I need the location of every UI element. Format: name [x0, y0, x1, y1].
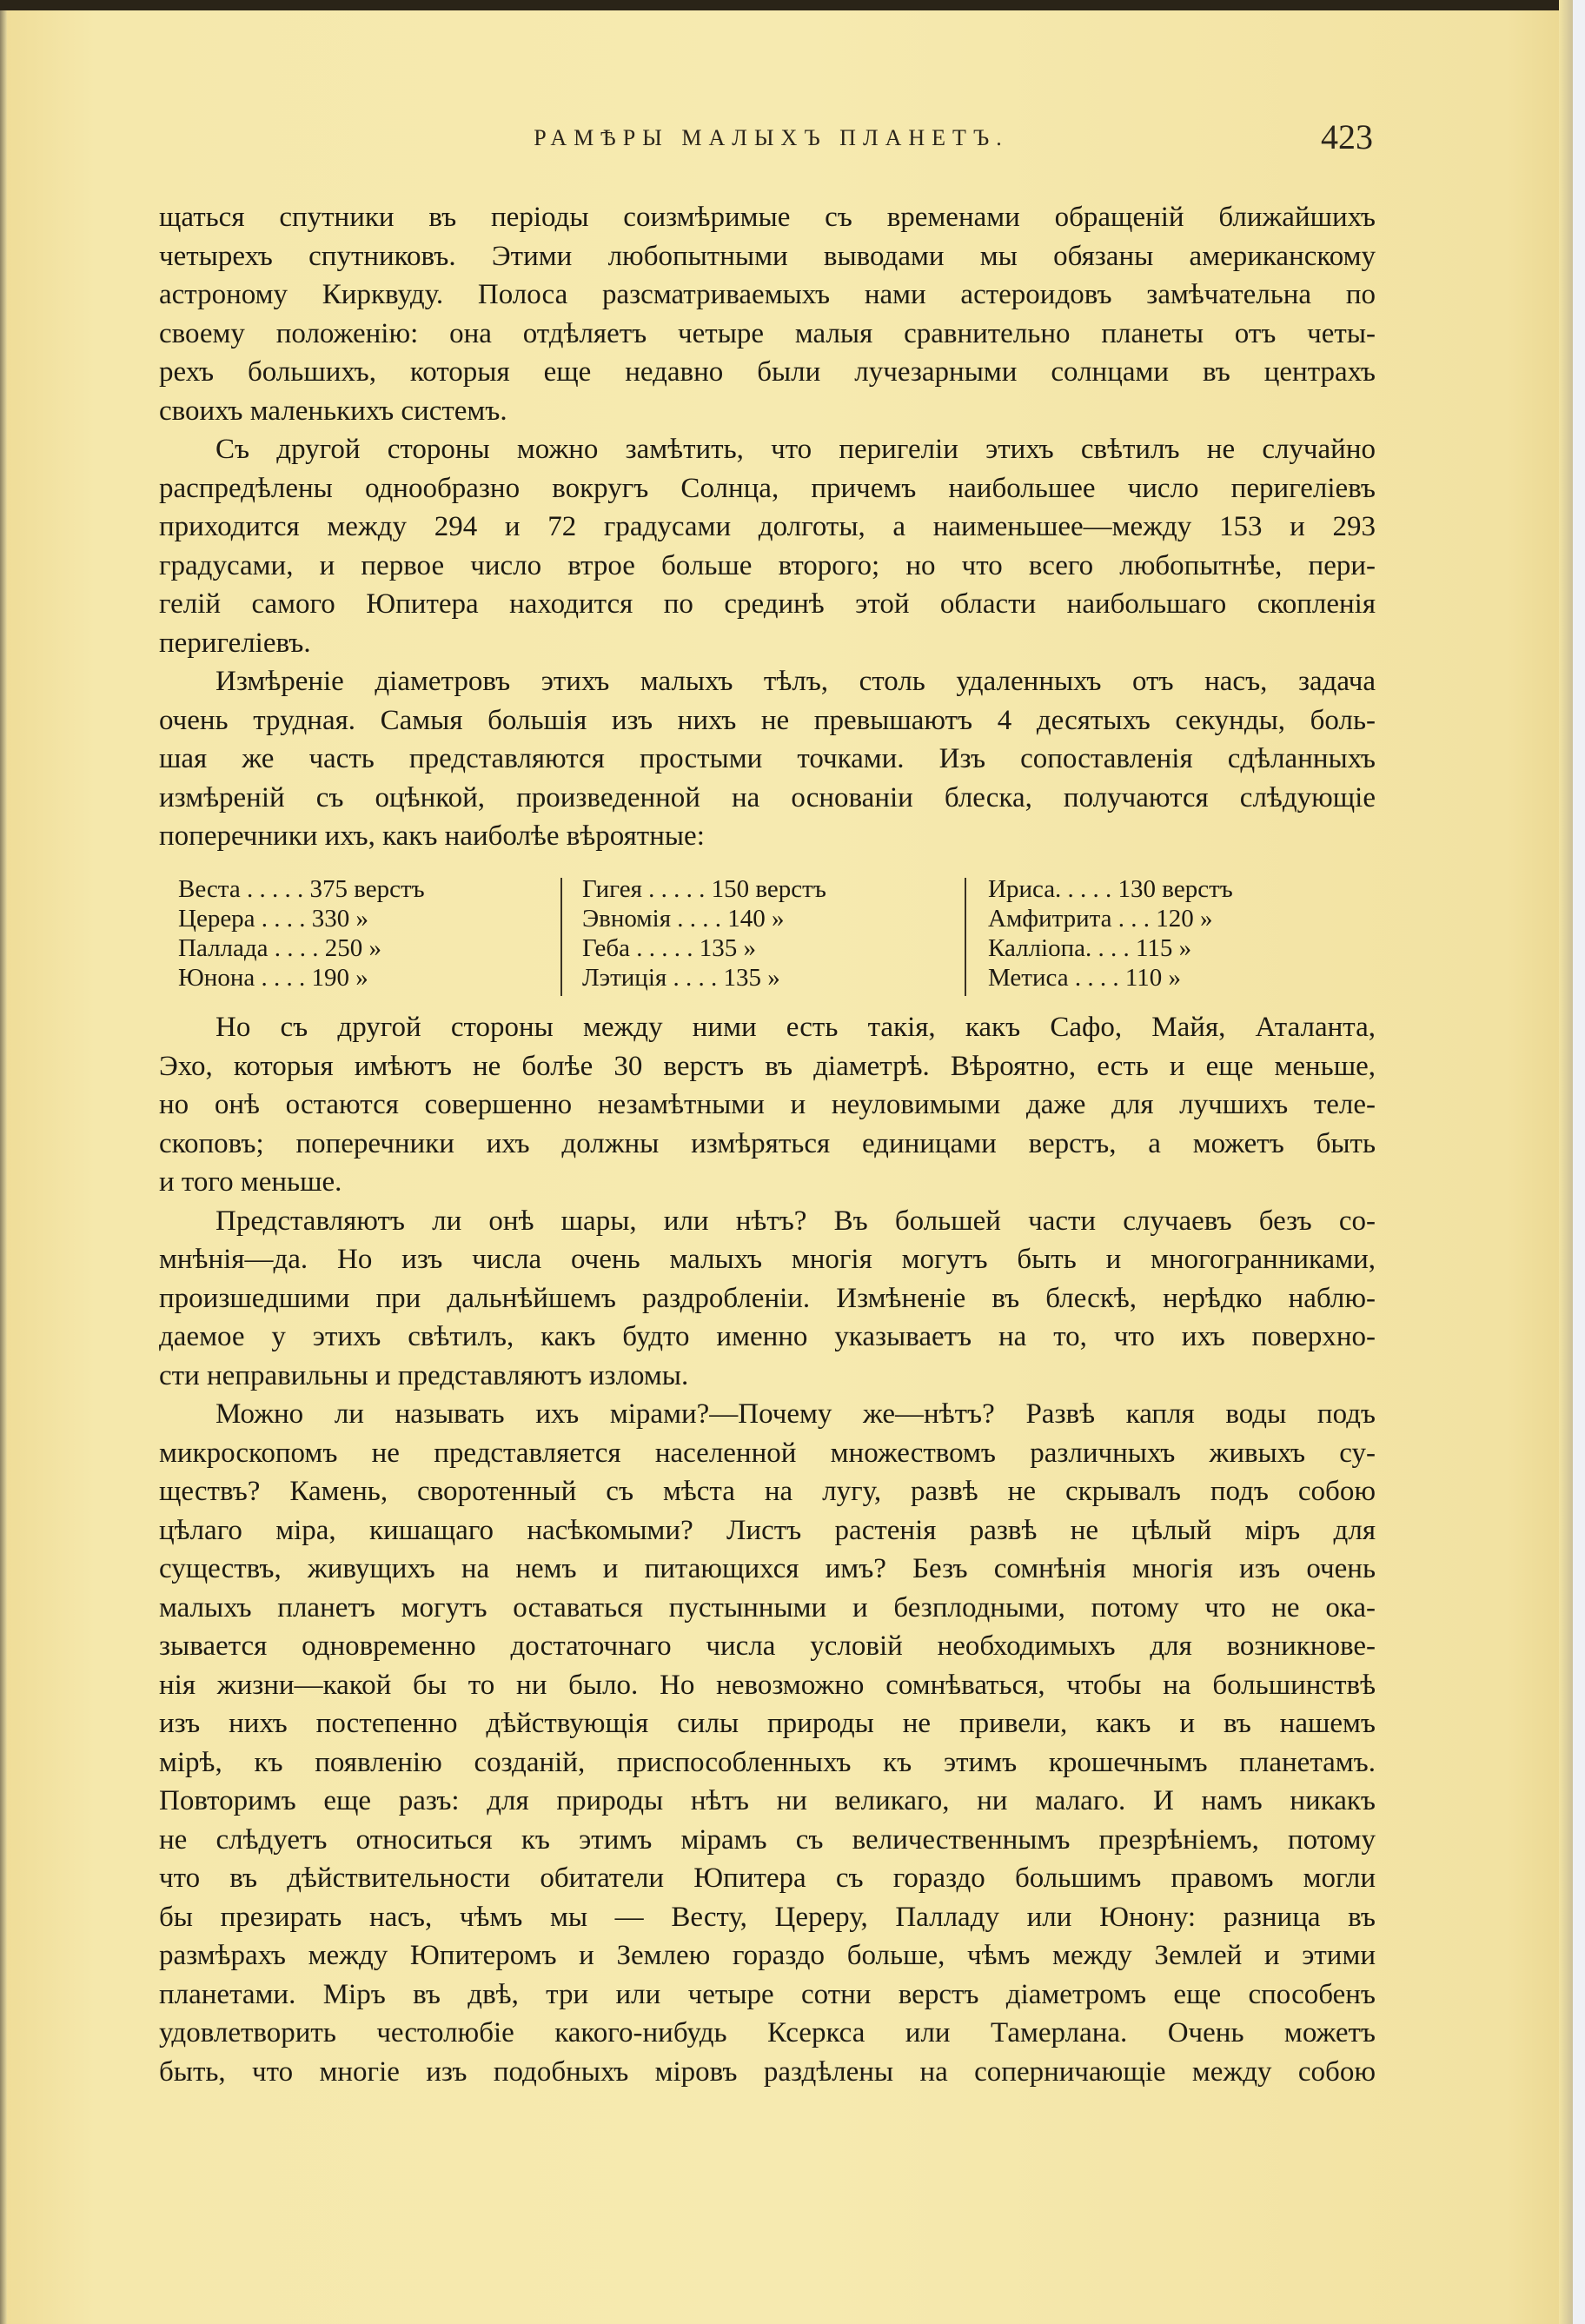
- text-line: произшедшими при дальнѣйшемъ раздробленіи. Измѣненіе въ блескѣ, нерѣдко наблю-: [159, 1282, 1376, 1314]
- table-row: Геба . . . . . 135 »: [582, 934, 757, 962]
- right-scan-strip: [1573, 0, 1585, 2324]
- text-line: быть, что многіе изъ подобныхъ міровъ раздѣлены на соперничающіе между собою: [159, 2055, 1376, 2088]
- text-block-upper: [159, 198, 1376, 856]
- text-line: четырехъ спутниковъ. Этими любопытными выводами мы обязаны американскому: [159, 240, 1376, 272]
- text-line: астроному Кирквуду. Полоса разсматриваемыхъ нами астероидовъ замѣчательна по: [159, 279, 1376, 310]
- text-line: зывается одновременно достаточнаго числа условій необходимыхъ для возникнове-: [159, 1630, 1376, 1662]
- page-header: [165, 117, 1377, 163]
- table-row: Эвномія . . . . 140 »: [582, 905, 785, 933]
- text-line: измѣреній съ оцѣнкой, произведенной на основаніи блеска, получаются слѣдующіе: [159, 781, 1376, 813]
- page-number: 423: [1321, 117, 1373, 156]
- text-line: но онѣ остаются совершенно незамѣтными и неуловимыми даже для лучшихъ теле-: [159, 1089, 1376, 1120]
- text-line: что въ дѣйствительности обитатели Юпитера съ гораздо большимъ правомъ могли: [159, 1863, 1376, 1894]
- text-line: размѣрахъ между Юпитеромъ и Землею гораздо больше, чѣмъ между Землей и этими: [159, 1940, 1376, 1971]
- text-line: шая же часть представляются простыми точками. Изъ сопоставленія сдѣланныхъ: [159, 743, 1376, 774]
- table-row: Веста . . . . . 375 верстъ: [178, 875, 425, 903]
- text-line: мнѣнія—да. Но изъ числа очень малыхъ многія могутъ быть и многогранниками,: [159, 1244, 1376, 1275]
- text-line: распредѣлены однообразно вокругъ Солнца, причемъ наибольшее число перигеліевъ: [159, 472, 1376, 504]
- text-line: существъ, живущихъ на немъ и питающихся имъ? Безъ сомнѣнія многія изъ очень: [159, 1553, 1376, 1584]
- text-line: щаться спутники въ періоды соизмѣримые съ временами обращеній ближайшихъ: [159, 202, 1376, 233]
- table-row: Гигея . . . . . 150 верстъ: [582, 875, 826, 903]
- text-line: Можно ли называть ихъ мірами?—Почему же—нѣтъ? Развѣ капля воды подъ: [216, 1398, 1376, 1430]
- text-line: рехъ большихъ, которыя еще недавно были лучезарными солнцами въ центрахъ: [159, 356, 1376, 388]
- table-row: Калліопа. . . . 115 »: [988, 934, 1192, 962]
- text-line: не слѣдуетъ относиться къ этимъ мірамъ съ величественнымъ презрѣніемъ, потому: [159, 1823, 1376, 1856]
- text-line: Но съ другой стороны между ними есть такія, какъ Сафо, Майя, Аталанта,: [216, 1012, 1376, 1043]
- table-row: Юнона . . . . 190 »: [178, 964, 368, 992]
- text-line: Эхо, которыя имѣютъ не болѣе 30 верстъ въ діаметрѣ. Вѣроятно, есть и еще меньше,: [159, 1050, 1376, 1082]
- table-row: Церера . . . . 330 »: [178, 905, 369, 933]
- diameter-table: [178, 874, 1377, 1001]
- text-line: приходится между 294 и 72 градусами долготы, а наименьшее—между 153 и 293: [159, 511, 1376, 542]
- text-line: микроскопомъ не представляется населенной множествомъ различныхъ живыхъ су-: [159, 1437, 1376, 1469]
- text-line: малыхъ планетъ могутъ оставаться пустынными и безплодными, потому что не ока-: [159, 1591, 1376, 1623]
- top-scan-edge: [0, 0, 1585, 10]
- text-line: даемое у этихъ свѣтилъ, какъ будто именно указываетъ на то, что ихъ поверхно-: [159, 1321, 1376, 1352]
- text-line: изъ нихъ постепенно дѣйствующія силы природы не привели, какъ и въ нашемъ: [159, 1708, 1376, 1739]
- running-title: РАМѢРЫ МАЛЫХЪ ПЛАНЕТЪ.: [534, 125, 1009, 150]
- text-block-lower: [159, 1008, 1376, 2091]
- text-line: своему положенію: она отдѣляетъ четыре малыя сравнительно планеты отъ четы-: [159, 317, 1376, 349]
- column-divider: [965, 878, 966, 996]
- text-line: цѣлаго міра, кишащаго насѣкомыми? Листъ растенія развѣ не цѣлый міръ для: [159, 1514, 1376, 1546]
- text-line: ществъ? Камень, своротенный съ мѣста на лугу, развѣ не скрывалъ подъ собою: [159, 1476, 1376, 1507]
- table-column-3: [988, 874, 1377, 993]
- text-line: гелій самого Юпитера находится по срединѣ этой области наибольшаго скопленія: [159, 588, 1376, 620]
- text-line: своихъ маленькихъ системъ.: [159, 395, 507, 427]
- text-line: планетами. Міръ въ двѣ, три или четыре сотни верстъ діаметромъ еще способенъ: [159, 1978, 1376, 2010]
- text-line: Повторимъ еще разъ: для природы нѣтъ ни великаго, ни малаго. И намъ никакъ: [159, 1785, 1376, 1816]
- table-row: Паллада . . . . 250 »: [178, 934, 382, 962]
- text-line: сти неправильны и представляютъ изломы.: [159, 1359, 689, 1391]
- table-row: Лэтиція . . . . 135 »: [582, 964, 780, 992]
- text-line: поперечники ихъ, какъ наиболѣе вѣроятные:: [159, 820, 705, 852]
- text-line: мірѣ, къ появленію созданій, приспособленныхъ къ этимъ крошечнымъ планетамъ.: [159, 1746, 1376, 1778]
- table-row: Метиса . . . . 110 »: [988, 964, 1181, 992]
- text-line: бы презирать насъ, чѣмъ мы — Весту, Цереру, Палладу или Юнону: разница въ: [159, 1901, 1376, 1933]
- text-line: нія жизни—какой бы то ни было. Но невозможно сомнѣваться, чтобы на большинствѣ: [159, 1669, 1376, 1701]
- text-line: Измѣреніе діаметровъ этихъ малыхъ тѣлъ, столь удаленныхъ отъ насъ, задача: [216, 666, 1376, 697]
- text-line: скоповъ; поперечники ихъ должны измѣряться единицами верстъ, а можетъ быть: [159, 1127, 1376, 1159]
- table-column-1: [178, 874, 543, 993]
- text-line: Съ другой стороны можно замѣтить, что перигеліи этихъ свѣтилъ не случайно: [216, 434, 1376, 465]
- text-line: градусами, и первое число втрое больше второго; но что всего любопытнѣе, пери-: [159, 549, 1376, 581]
- table-row: Амфитрита . . . 120 »: [988, 905, 1213, 933]
- text-line: Представляютъ ли онѣ шары, или нѣтъ? Въ большей части случаевъ безъ со-: [216, 1205, 1376, 1237]
- table-row: Ириса. . . . . 130 верстъ: [988, 875, 1233, 903]
- column-divider: [560, 878, 562, 996]
- left-scan-edge: [0, 10, 7, 2324]
- text-line: удовлетворить честолюбіе какого-нибудь Ксеркса или Тамерлана. Очень можетъ: [159, 2017, 1376, 2048]
- table-column-2: [582, 874, 947, 993]
- text-line: и того меньше.: [159, 1166, 342, 1198]
- text-line: очень трудная. Самыя большія изъ нихъ не превышаютъ 4 десятыхъ секунды, боль-: [159, 704, 1376, 736]
- text-line: перигеліевъ.: [159, 627, 311, 659]
